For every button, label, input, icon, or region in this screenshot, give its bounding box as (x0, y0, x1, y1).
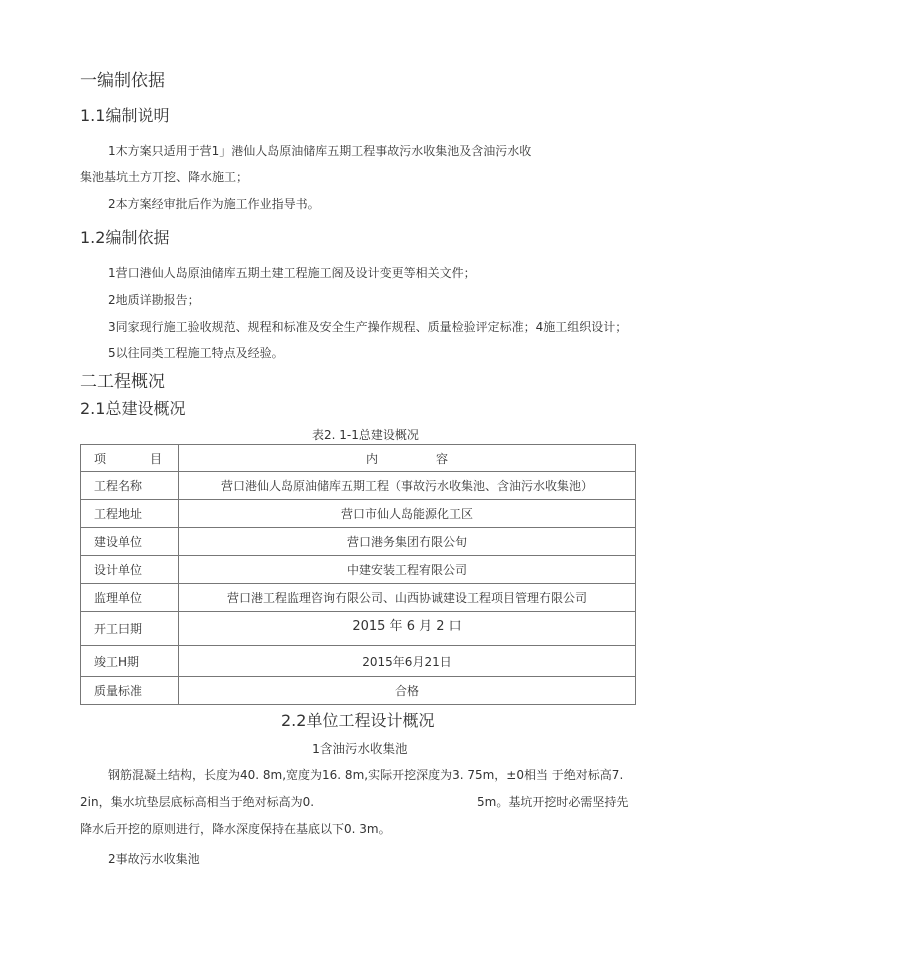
table-row (81, 612, 636, 646)
table-row-value: 营口市仙人岛能源化工区 (179, 500, 636, 528)
oily-pool-paragraph-line1: 钢筋混凝土结构，长度为40. 8m,宽度为16. 8m,实际开挖深度为3. 75m，±0相当 于绝对标高7. (108, 768, 624, 782)
section-1-2-title: 1.2编制依据 (80, 228, 170, 247)
table-row-key: 监理单位 (81, 584, 179, 612)
table-row-value: 营口港仙人岛原油储库五期工程（事故污水收集池、含油污水收集池） (179, 472, 636, 500)
table-row-value: 2015年6月21日 (179, 646, 636, 677)
basis-item-1: 1营口港仙人岛原油储库五期土建工程施工阁及设计变更等相关文件； (108, 266, 476, 280)
table-header-value (179, 445, 636, 472)
table-row-key: 工程地址 (81, 500, 179, 528)
table-row-value: 合格 (179, 677, 636, 705)
table-row (81, 500, 636, 528)
table-row-value: 2015 年 6 月 2 口 (179, 612, 636, 646)
table-row-key: 开工曰期 (81, 612, 179, 646)
table-row (81, 556, 636, 584)
basis-item-2: 2地质详勘报告； (108, 293, 200, 307)
table-header-row (81, 445, 636, 472)
paragraph-1-1-line1: 1木方案只适用于营1」港仙人岛原油储库五期工程事故污水收集池及含油污水收 (108, 144, 532, 158)
table-row (81, 528, 636, 556)
table-header-key (81, 445, 179, 472)
section-2-2-title: 2.2单位工程设计概况 (281, 711, 435, 730)
table-row-value: 中建安装工程宥限公司 (179, 556, 636, 584)
header-key-b: 目 (150, 451, 163, 466)
table-row-key: 设计单位 (81, 556, 179, 584)
header-key-a: 项 (94, 451, 107, 466)
table-row-key: 竣工H期 (81, 646, 179, 677)
section-1-1-title: 1.1编制说明 (80, 106, 170, 125)
paragraph-1-1-line2: 集池基坑土方丌挖、降水施工； (80, 170, 249, 184)
basis-item-5: 5以往同类工程施工特点及经验。 (108, 346, 284, 360)
table-row-key: 工程名称 (81, 472, 179, 500)
table-row (81, 584, 636, 612)
header-val-b: 容 (436, 451, 449, 466)
table-row (81, 677, 636, 705)
table-row (81, 646, 636, 677)
summary-table (80, 444, 636, 705)
section-1-title: 一编制依据 (80, 71, 165, 91)
table-row-key: 建设单位 (81, 528, 179, 556)
section-2-title: 二工程概况 (80, 372, 165, 392)
table-caption: 表2. 1-1总建设概况 (312, 428, 419, 442)
oily-pool-paragraph-line2a: 2in，集水坑垫层底标高相当于绝对标高为0. (80, 795, 315, 809)
paragraph-1-1-item2: 2本方案经审批后作为施工作业指导书。 (108, 197, 320, 211)
oily-pool-paragraph-line2b: 5m。基坑开挖时必需坚持先 (477, 795, 629, 809)
subsection-accident-pool-title: 2事故污水收集池 (108, 852, 200, 866)
header-val-a: 内 (365, 451, 378, 466)
table-row (81, 472, 636, 500)
subsection-oily-pool-title: 1含油污水收集池 (312, 741, 408, 756)
table-row-value: 营口港工程监理咨询冇限公司、山西协诚建设工程项目管理冇限公司 (179, 584, 636, 612)
section-2-1-title: 2.1总建设概况 (80, 399, 186, 418)
basis-item-3: 3同家现行施工验收规范、规程和标准及安全生产操作规程、质量检验评定标准；4施工组织设计； (108, 320, 628, 334)
table-row-key: 质量标准 (81, 677, 179, 705)
oily-pool-paragraph-line3: 降水后开挖的原则进行，降水深度保持在基底以下0. 3m。 (80, 822, 391, 836)
table-row-value: 营口港务集团冇限公旬 (179, 528, 636, 556)
